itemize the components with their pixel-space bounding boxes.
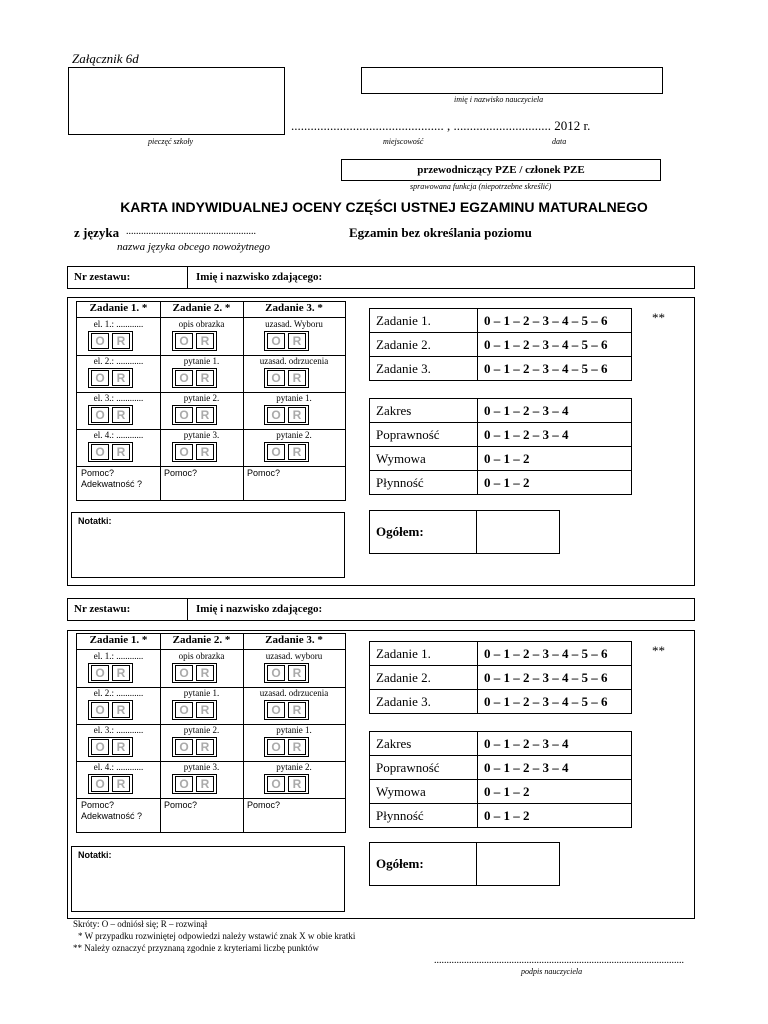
table-row[interactable]: Wymowa 0 – 1 – 2 <box>370 780 632 804</box>
or-checkbox[interactable]: O R <box>88 774 133 794</box>
col1-row4-label: el. 4.: ............ <box>93 762 144 772</box>
or-checkbox[interactable]: O R <box>88 331 133 351</box>
task-score-table-2 <box>369 641 632 714</box>
date-label: data <box>552 137 567 146</box>
exam-type: Egzamin bez określania poziomu <box>349 225 532 240</box>
col1-row2-label: el. 2.: ............ <box>93 356 144 366</box>
table-row[interactable]: Poprawność 0 – 1 – 2 – 3 – 4 <box>370 756 632 780</box>
col1-row1-label: el. 1.: ............ <box>93 319 144 329</box>
table-row[interactable]: Zadanie 2. 0 – 1 – 2 – 3 – 4 – 5 – 6 <box>370 333 632 357</box>
table-row[interactable]: Płynność 0 – 1 – 2 <box>370 804 632 828</box>
col3-row4-label: pytanie 2. <box>276 430 312 440</box>
language-prefix: z języka <box>74 225 120 240</box>
tasks-grid-2 <box>76 633 346 833</box>
notes-label: Notatki: <box>78 516 112 526</box>
or-checkbox[interactable]: O R <box>88 405 133 425</box>
col3-header: Zadanie 3. * <box>265 634 323 646</box>
total-label: Ogółem: <box>376 524 424 539</box>
help-label: Pomoc? <box>81 800 115 810</box>
help-label: Pomoc? <box>164 468 198 478</box>
attachment-label: Załącznik 6d <box>72 51 139 66</box>
col2-row2-label: pytanie 1. <box>183 356 220 366</box>
col3-row3-label: pytanie 1. <box>276 725 312 735</box>
or-checkbox[interactable]: O R <box>88 663 133 683</box>
or-checkbox[interactable]: O R <box>172 331 217 351</box>
or-checkbox[interactable]: O R <box>172 663 217 683</box>
total-box-2 <box>369 842 560 886</box>
table-row[interactable]: Wymowa 0 – 1 – 2 <box>370 447 632 471</box>
school-stamp-label: pieczęć szkoły <box>148 137 194 146</box>
adequacy-label: Adekwatność ? <box>81 479 143 489</box>
footnote-1: * W przypadku rozwiniętej odpowiedzi należy wstawić znak X w obie kratki <box>78 931 356 941</box>
total-label: Ogółem: <box>376 856 424 871</box>
notes-box-1[interactable] <box>71 512 345 578</box>
language-sublabel: nazwa języka obcego nowożytnego <box>117 241 271 253</box>
language-dots[interactable]: .................................................... <box>126 226 256 237</box>
or-checkbox[interactable]: O R <box>88 368 133 388</box>
col1-row2-label: el. 2.: ............ <box>93 688 144 698</box>
col2-row1-label: opis obrazka <box>178 319 225 329</box>
col2-row4-label: pytanie 3. <box>183 762 220 772</box>
table-row[interactable]: Płynność 0 – 1 – 2 <box>370 471 632 495</box>
or-checkbox[interactable]: O R <box>172 368 217 388</box>
or-checkbox[interactable]: O R <box>264 737 309 757</box>
col3-row3-label: pytanie 1. <box>276 393 312 403</box>
help-label: Pomoc? <box>247 800 281 810</box>
table-row[interactable]: Zadanie 3. 0 – 1 – 2 – 3 – 4 – 5 – 6 <box>370 357 632 381</box>
candidate-row-1[interactable] <box>67 266 695 289</box>
candidate-row-2[interactable] <box>67 598 695 621</box>
candidate-name-label: Imię i nazwisko zdającego: <box>196 271 323 283</box>
stars-note: ** <box>652 310 665 325</box>
criteria-score-table-2 <box>369 731 632 828</box>
tasks-grid-1 <box>76 301 346 501</box>
or-checkbox[interactable]: O R <box>88 700 133 720</box>
or-checkbox[interactable]: O R <box>88 737 133 757</box>
table-row[interactable]: Zadanie 1. 0 – 1 – 2 – 3 – 4 – 5 – 6 <box>370 642 632 666</box>
table-row[interactable]: Zakres 0 – 1 – 2 – 3 – 4 <box>370 399 632 423</box>
help-label: Pomoc? <box>81 468 115 478</box>
page-title: KARTA INDYWIDUALNEJ OCENY CZĘŚCI USTNEJ EGZAMINU MATURALNEGO <box>120 199 648 215</box>
col2-row3-label: pytanie 2. <box>183 725 220 735</box>
col1-row3-label: el. 3.: ............ <box>93 393 144 403</box>
criteria-score-table-1 <box>369 398 632 495</box>
or-checkbox[interactable]: O R <box>172 442 217 462</box>
col2-row4-label: pytanie 3. <box>183 430 220 440</box>
col3-row1-label: uzasad. wyboru <box>265 651 323 661</box>
or-checkbox[interactable]: O R <box>264 663 309 683</box>
col1-row1-label: el. 1.: ............ <box>93 651 144 661</box>
col1-header: Zadanie 1. * <box>89 302 148 314</box>
total-box-1 <box>369 510 560 554</box>
function-box[interactable]: przewodniczący PZE / członek PZE <box>341 159 661 181</box>
table-row[interactable]: Zakres 0 – 1 – 2 – 3 – 4 <box>370 732 632 756</box>
col2-row3-label: pytanie 2. <box>183 393 220 403</box>
or-checkbox[interactable]: O R <box>264 331 309 351</box>
or-checkbox[interactable]: O R <box>88 442 133 462</box>
table-row[interactable]: Zadanie 2. 0 – 1 – 2 – 3 – 4 – 5 – 6 <box>370 666 632 690</box>
or-checkbox[interactable]: O R <box>172 405 217 425</box>
or-checkbox[interactable]: O R <box>172 700 217 720</box>
place-label: miejscowość <box>383 137 424 146</box>
col1-row3-label: el. 3.: ............ <box>93 725 144 735</box>
total-input[interactable] <box>477 511 559 553</box>
col2-header: Zadanie 2. * <box>172 634 231 646</box>
col3-header: Zadanie 3. * <box>265 302 323 314</box>
function-label: sprawowana funkcja (niepotrzebne skreślić) <box>410 182 552 191</box>
stars-note: ** <box>652 643 665 658</box>
table-row[interactable]: Poprawność 0 – 1 – 2 – 3 – 4 <box>370 423 632 447</box>
candidate-name-label: Imię i nazwisko zdającego: <box>196 603 323 615</box>
or-checkbox[interactable]: O R <box>172 737 217 757</box>
or-checkbox[interactable]: O R <box>264 405 309 425</box>
notes-label: Notatki: <box>78 850 112 860</box>
set-number-label: Nr zestawu: <box>74 603 131 615</box>
table-row[interactable]: Zadanie 3. 0 – 1 – 2 – 3 – 4 – 5 – 6 <box>370 690 632 714</box>
teacher-name-label: imię i nazwisko nauczyciela <box>454 95 544 104</box>
help-label: Pomoc? <box>247 468 281 478</box>
task-score-table-1 <box>369 308 632 381</box>
col3-row2-label: uzasad. odrzucenia <box>259 356 329 366</box>
col3-row2-label: uzasad. odrzucenia <box>259 688 329 698</box>
school-stamp-box[interactable] <box>68 67 285 135</box>
or-checkbox[interactable]: O R <box>172 774 217 794</box>
signature-line[interactable]: .................................................................................................... <box>434 955 684 966</box>
col2-row2-label: pytanie 1. <box>183 688 220 698</box>
teacher-name-box[interactable] <box>361 67 663 94</box>
table-row[interactable]: Zadanie 1. 0 – 1 – 2 – 3 – 4 – 5 – 6 <box>370 309 632 333</box>
notes-box-2[interactable] <box>71 846 345 912</box>
col3-row1-label: uzasad. Wyboru <box>265 319 323 329</box>
or-checkbox[interactable]: O R <box>264 368 309 388</box>
set-number-label: Nr zestawu: <box>74 271 131 283</box>
help-label: Pomoc? <box>164 800 198 810</box>
or-checkbox[interactable]: O R <box>264 442 309 462</box>
signature-label: podpis nauczyciela <box>521 967 583 976</box>
adequacy-label: Adekwatność ? <box>81 811 143 821</box>
col2-row1-label: opis obrazka <box>178 651 225 661</box>
or-checkbox[interactable]: O R <box>264 774 309 794</box>
col2-header: Zadanie 2. * <box>172 302 231 314</box>
or-checkbox[interactable]: O R <box>264 700 309 720</box>
abbreviations-note: Skróty: O – odniósł się; R – rozwinął <box>73 919 208 929</box>
footnote-2: ** Należy oznaczyć przyznaną zgodnie z kryteriami liczbę punktów <box>73 943 319 953</box>
col1-header: Zadanie 1. * <box>89 634 148 646</box>
col3-row4-label: pytanie 2. <box>276 762 312 772</box>
col1-row4-label: el. 4.: ............ <box>93 430 144 440</box>
total-input[interactable] <box>477 843 559 885</box>
place-date-line[interactable]: ............................................... , .............................. 2012 r. <box>291 118 591 133</box>
